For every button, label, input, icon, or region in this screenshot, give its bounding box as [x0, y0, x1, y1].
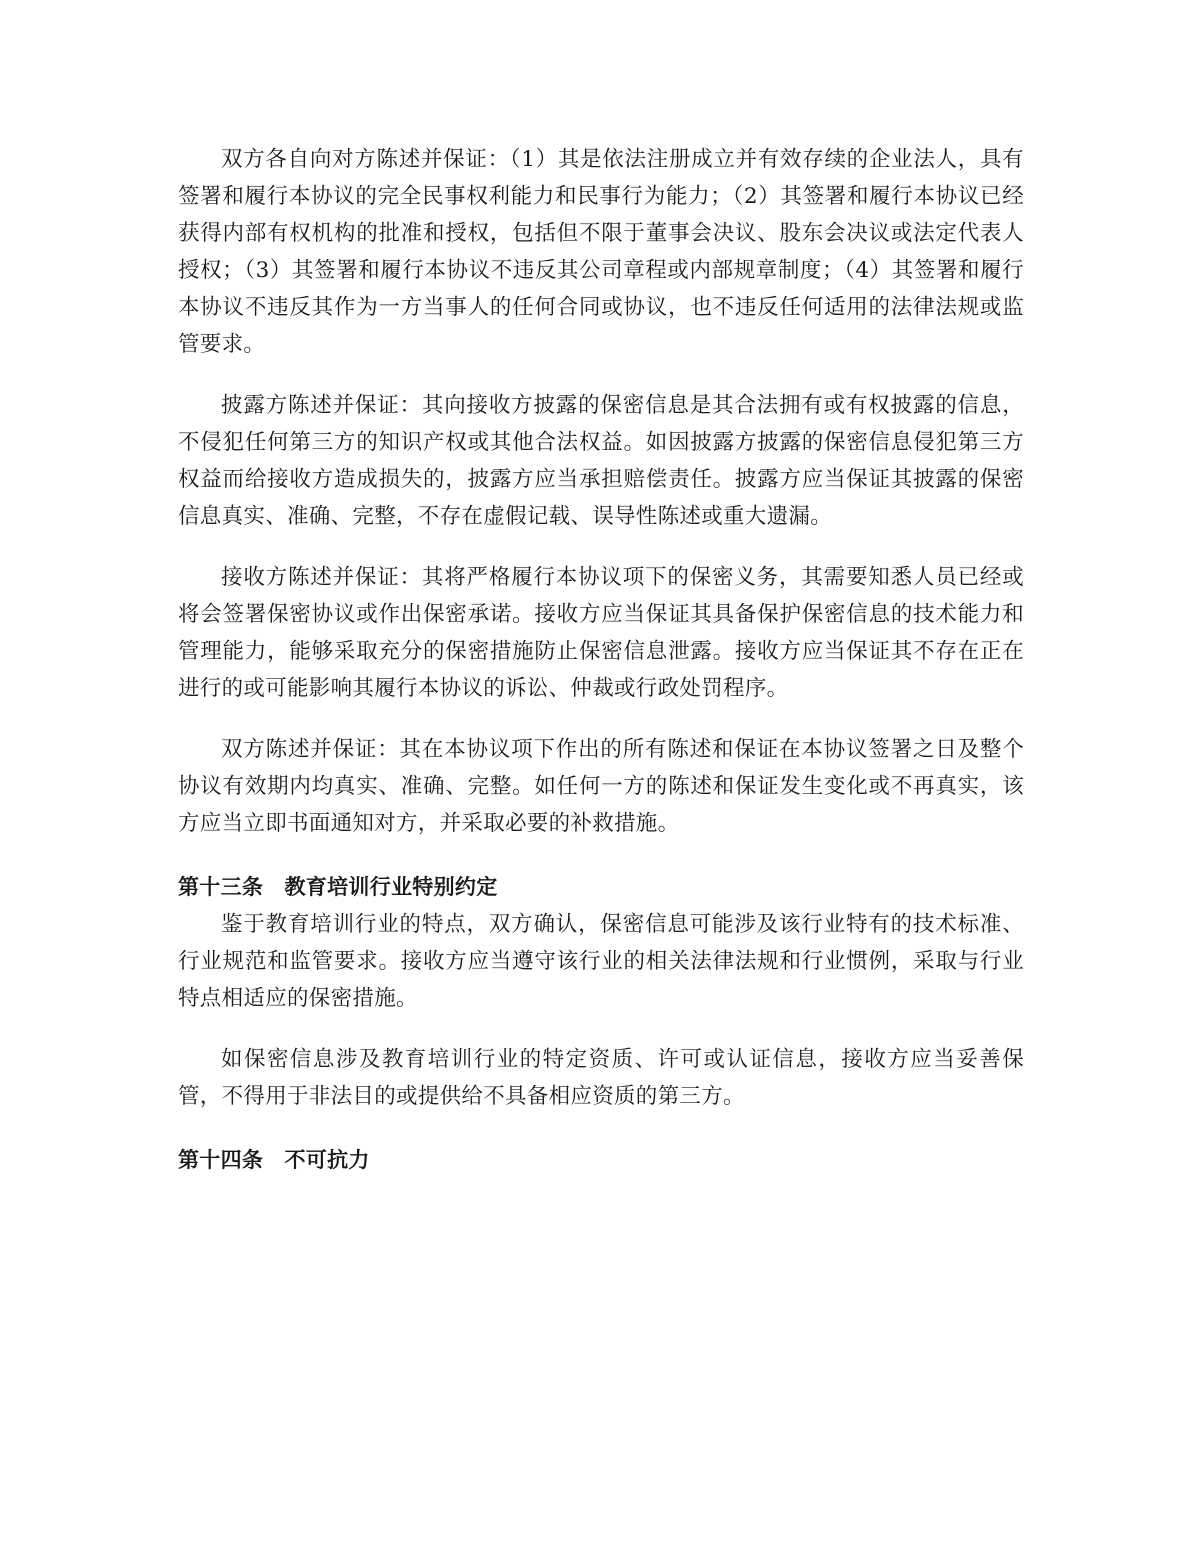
document-page — [178, 141, 1024, 1177]
article-14-heading: 第十四条 不可抗力 — [178, 1148, 370, 1172]
paragraph-joint-representations: 双方陈述并保证：其在本协议项下作出的所有陈述和保证在本协议签署之日及整个协议有效期内均真实、准确、完整。如任何一方的陈述和保证发生变化或不再真实，该方应当立即书面通知对方，并采取必要的补救措施。 — [178, 737, 1024, 836]
paragraph-industry-qualifications: 如保密信息涉及教育培训行业的特定资质、许可或认证信息，接收方应当妥善保管，不得用于非法目的或提供给不具备相应资质的第三方。 — [178, 1047, 1024, 1109]
paragraph-discloser-representations: 披露方陈述并保证：其向接收方披露的保密信息是其合法拥有或有权披露的信息，不侵犯任何第三方的知识产权或其他合法权益。如因披露方披露的保密信息侵犯第三方权益而给接收方造成损失的，披露方应当承担赔偿责任。披露方应当保证其披露的保密信息真实、准确、完整，不存在虚假记载、误导性陈述或重大遗漏。 — [178, 393, 1024, 529]
article-13-heading: 第十三条 教育培训行业特别约定 — [178, 875, 498, 899]
paragraph-industry-features: 鉴于教育培训行业的特点，双方确认，保密信息可能涉及该行业特有的技术标准、行业规范和监管要求。接收方应当遵守该行业的相关法律法规和行业惯例，采取与行业特点相适应的保密措施。 — [178, 912, 1024, 1011]
paragraph-mutual-representations: 双方各自向对方陈述并保证：（1）其是依法注册成立并有效存续的企业法人，具有签署和履行本协议的完全民事权利能力和民事行为能力；（2）其签署和履行本协议已经获得内部有权机构的批准和授权，包括但不限于董事会决议、股东会决议或法定代表人授权；（3）其签署和履行本协议不违反其公司章程或内部规章制度；（4）其签署和履行本协议不违反其作为一方当事人的任何合同或协议，也不违反任何适用的法律法规或监管要求。 — [178, 147, 1024, 357]
paragraph-recipient-representations: 接收方陈述并保证：其将严格履行本协议项下的保密义务，其需要知悉人员已经或将会签署保密协议或作出保密承诺。接收方应当保证其具备保护保密信息的技术能力和管理能力，能够采取充分的保密措施防止保密信息泄露。接收方应当保证其不存在正在进行的或可能影响其履行本协议的诉讼、仲裁或行政处罚程序。 — [178, 565, 1024, 701]
